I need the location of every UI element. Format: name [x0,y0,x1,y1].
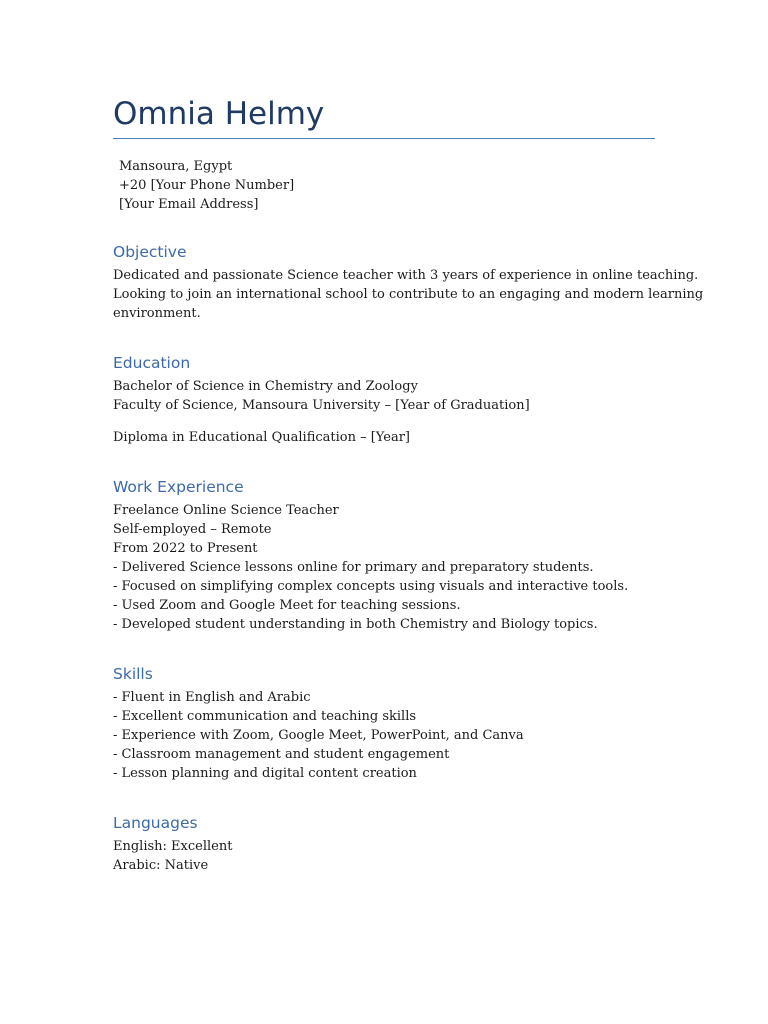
education-institution: Faculty of Science, Mansoura University – [Year of Graduation] [113,398,530,413]
objective-line: Looking to join an international school to contribute to an engaging and modern learning [113,287,704,302]
objective-line: environment. [113,306,201,321]
contact-phone: +20 [Your Phone Number] [119,178,295,193]
skill-item: - Excellent communication and teaching skills [113,709,417,724]
contact-block [119,157,655,214]
skill-item: - Fluent in English and Arabic [113,690,311,705]
education-degree: Bachelor of Science in Chemistry and Zoology [113,379,418,394]
contact-location: Mansoura, Egypt [119,159,233,174]
job-employer: Self-employed – Remote [113,522,272,537]
skills-section [113,664,655,783]
objective-section [113,242,704,323]
objective-heading: Objective [113,243,187,261]
job-bullet: - Used Zoom and Google Meet for teaching sessions. [113,598,461,613]
languages-section [113,813,655,875]
contact-email: [Your Email Address] [119,197,259,212]
resume-name: Omnia Helmy [113,96,325,132]
skill-item: - Lesson planning and digital content creation [113,766,417,781]
work-experience-section [113,477,655,634]
job-bullet: - Delivered Science lessons online for primary and preparatory students. [113,560,594,575]
resume-page [113,96,704,875]
skills-heading: Skills [113,665,153,683]
education-diploma: Diploma in Educational Qualification – [Year] [113,430,410,445]
education-section [113,353,655,447]
work-experience-heading: Work Experience [113,478,244,496]
job-bullet: - Developed student understanding in both Chemistry and Biology topics. [113,617,598,632]
job-period: From 2022 to Present [113,541,258,556]
job-bullet: - Focused on simplifying complex concepts using visuals and interactive tools. [113,579,629,594]
education-heading: Education [113,354,191,372]
job-title: Freelance Online Science Teacher [113,503,339,518]
skill-item: - Classroom management and student engagement [113,747,450,762]
languages-heading: Languages [113,814,198,832]
name-divider [113,138,655,139]
language-item: Arabic: Native [113,858,209,873]
language-item: English: Excellent [113,839,233,854]
skill-item: - Experience with Zoom, Google Meet, PowerPoint, and Canva [113,728,524,743]
objective-line: Dedicated and passionate Science teacher with 3 years of experience in online teaching. [113,268,699,283]
